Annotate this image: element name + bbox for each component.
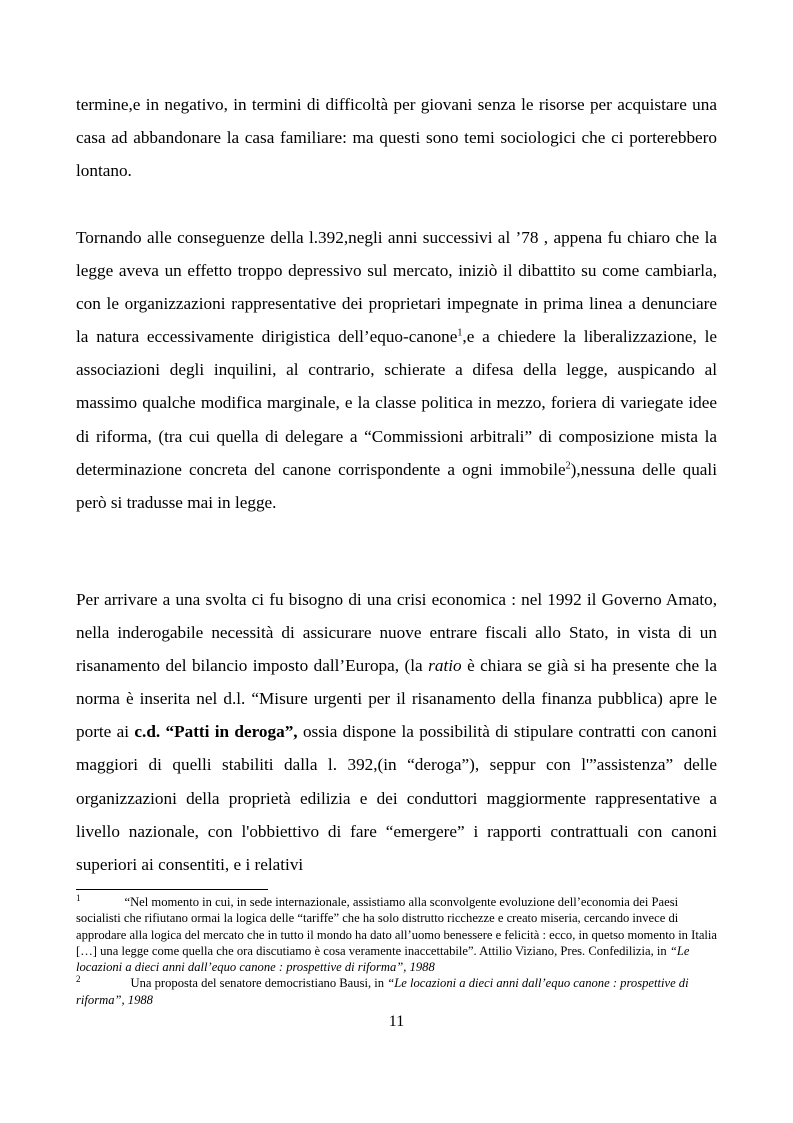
paragraph-2 (76, 221, 717, 519)
page-number: 11 (388, 1013, 405, 1030)
footnote-1 (76, 894, 717, 975)
footnote-ref-2[interactable]: 2 (565, 459, 571, 471)
footnote-2-source: “Le locazioni a dieci anni dall’equo canone : prospettive di riforma”, 1988 (76, 976, 689, 1007)
paragraph-1 (76, 88, 717, 187)
paragraph-3-italic-ratio: ratio (428, 656, 462, 676)
paragraph-3-text-c: ossia dispone la possibilità di stipulare contratti con canoni maggiori di quelli stabiliti dalla l. 392,(in “deroga”), seppur con l'”assistenza” delle organizzazioni della proprietà edilizia e dei conduttori maggiormente rappresentative a livello nazionale, con l'obbiettivo di fare “emergere” i rapporti contrattuali con canoni superiori ai consentiti, e i relativi (76, 722, 717, 874)
footnote-2-text: Una proposta del senatore democristiano Bausi, in (130, 976, 388, 991)
paragraph-1-text: termine,e in negativo, in termini di difficoltà per giovani senza le risorse per acquistare una casa ad abbandonare la casa familiare: ma questi sono temi sociologici che ci porterebbero lontano. (76, 95, 717, 181)
paragraph-3 (76, 583, 717, 881)
footnote-2-number: 2 (76, 974, 81, 985)
paragraph-3-text-b: è chiara se già si ha presente che la norma è inserita nel d.l. “Misure urgenti per il risanamento della finanza pubblica) apre le porte ai (76, 656, 717, 742)
paragraph-3-bold-patti: c.d. “Patti in deroga”, (134, 722, 298, 742)
footnote-ref-1[interactable]: 1 (457, 327, 463, 339)
footnote-separator (76, 889, 268, 890)
footnote-1-number: 1 (76, 892, 81, 903)
footnotes (76, 894, 717, 1008)
footnote-1-source: “Le locazioni a dieci anni dall’equo canone : prospettive di riforma”, 1988 (76, 943, 690, 975)
paragraph-2-text-c: ),nessuna delle quali però si tradusse mai in legge. (76, 459, 717, 512)
paragraph-3-text-a: Per arrivare a una svolta ci fu bisogno di una crisi economica : nel 1992 il Governo Amato, nella inderogabile necessità di assicurare nuove entrare fiscali allo Stato, in vista di un risanamento del bilancio imposto dall’Europa, (la (76, 590, 717, 676)
paragraph-2-text-a: Tornando alle conseguenze della l.392,negli anni successivi al ’78 , appena fu chiaro che la legge aveva un effetto troppo depressivo sul mercato, iniziò il dibattito su come cambiarla, con le organizzazioni rappresentative dei proprietari impegnate in prima linea a denunciare la natura eccessivamente dirigistica dell’equo-canone (76, 228, 717, 347)
paragraph-2-text-b: ,e a chiedere la liberalizzazione, le associazioni degli inquilini, al contrario, schierate a difesa della legge, auspicando al massimo qualche modifica marginale, e la classe politica in mezzo, foriera di variegate idee di riforma, (tra cui quella di delegare a “Commissioni arbitrali” di composizione mista la determinazione concreta del canone corrispondente a ogni immobile (76, 327, 717, 479)
footnote-1-text: “Nel momento in cui, in sede internazionale, assistiamo alla sconvolgente evoluzione dell’economia dei Paesi socialisti che rifiutano ormai la logica delle “tariffe” che ha solo distrutto ricchezze e creato miseria, cercando invece di approdare alla logica del mercato che in tutto il mondo ha dato all’uomo benessere e felicità : ecco, in quetso momento in Italia […] una legge come quella che ora discutiamo è cosa veramente inaccettabile”. Attilio Viziano, Pres. Confedilizia, in (76, 895, 718, 958)
footnote-2 (76, 975, 717, 1008)
